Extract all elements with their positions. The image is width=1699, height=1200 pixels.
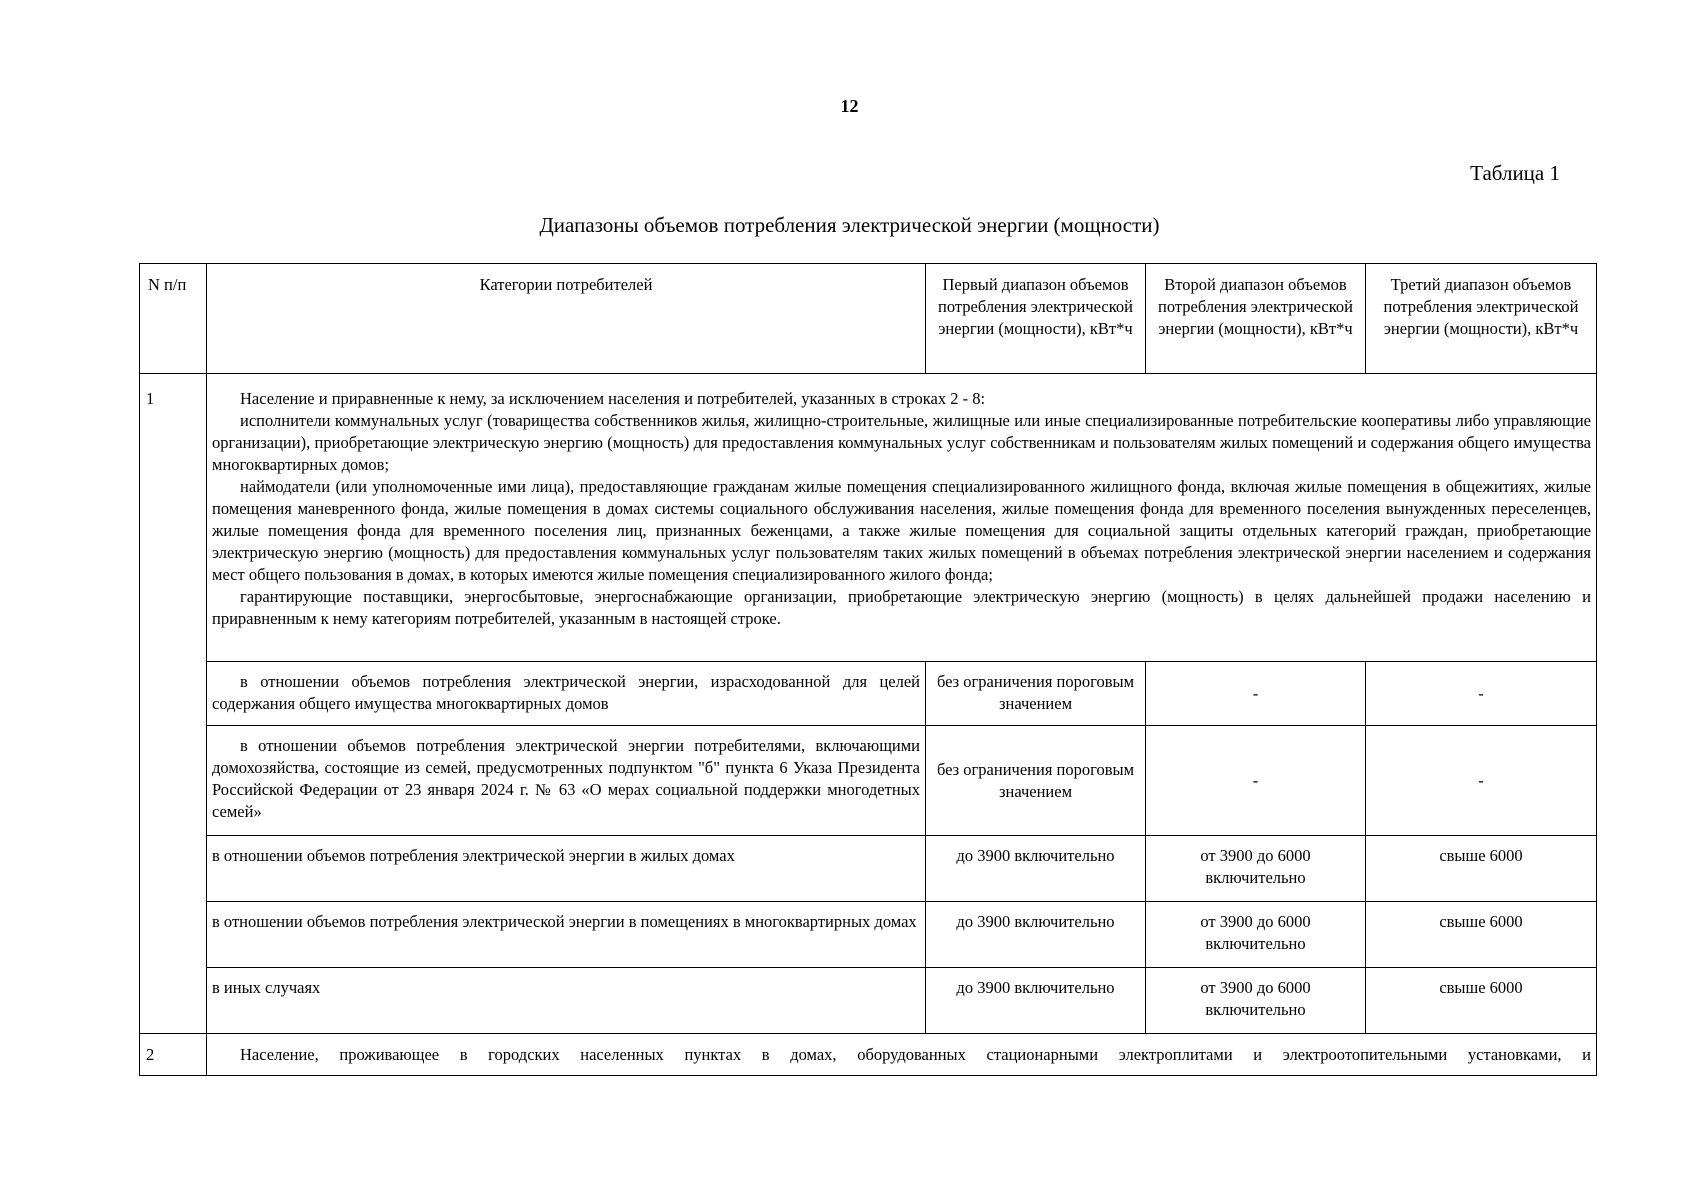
header-range-2: Второй диапазон объемов потребления электрической энергии (мощности), кВт*ч <box>1146 264 1366 374</box>
row-1-paragraph: исполнители коммунальных услуг (товарищества собственников жилья, жилищно-строительные, жилищные или иные специализированные потребительские кооперативы либо управляющие организации), приобретающие электрическую энергию (мощность) для предоставления коммунальных услуг собственникам и пользователям жилых помещений и содержания общего имущества многоквартирных домов; <box>212 411 1591 474</box>
row-1-paragraph: гарантирующие поставщики, энергосбытовые, энергоснабжающие организации, приобретающие электрическую энергию (мощность) в целях дальнейшей продажи населению и приравненным к нему категориям потребителей, указанным в настоящей строке. <box>212 587 1591 628</box>
subrow-label: в отношении объемов потребления электрической энергии в помещениях в многоквартирных домах <box>207 902 926 968</box>
subrow-label: в отношении объемов потребления электрической энергии в жилых домах <box>207 836 926 902</box>
table-row <box>140 836 1597 902</box>
table-row <box>140 726 1597 836</box>
subrow-range-3: свыше 6000 <box>1366 836 1597 902</box>
subrow-range-3: - <box>1366 726 1597 836</box>
subrow-range-1: без ограничения пороговым значением <box>926 662 1146 726</box>
row-2-category-text <box>207 1034 1597 1076</box>
row-1-number: 1 <box>140 374 207 1034</box>
row-2-text: Население, проживающее в городских населенных пунктах в домах, оборудованных стационарными электроплитами и электроотопительными установками, и <box>240 1045 1591 1064</box>
subrow-range-2: от 3900 до 6000 включительно <box>1146 968 1366 1034</box>
subrow-range-2: - <box>1146 662 1366 726</box>
table-title: Диапазоны объемов потребления электрической энергии (мощности) <box>539 213 1160 237</box>
table-row-1-category <box>140 374 1597 662</box>
row-1-paragraph: наймодатели (или уполномоченные ими лица), предоставляющие гражданам жилые помещения специализированного жилищного фонда, включая жилые помещения в общежитиях, жилые помещения маневренного фонда, жилые помещения в домах системы социального обслуживания населения, жилые помещения фонда для временного поселения вынужденных переселенцев, жилые помещения фонда для временного поселения лиц, признанных беженцами, а также жилые помещения для социальной защиты отдельных категорий граждан, приобретающие электрическую энергию (мощность) для предоставления коммунальных услуг пользователям таких жилых помещений в объемах потребления электрической энергии населением и содержания мест общего пользования в домах, в которых имеются жилые помещения специализированного жилого фонда; <box>212 477 1591 584</box>
subrow-range-1: без ограничения пороговым значением <box>926 726 1146 836</box>
table-header-row <box>140 264 1597 374</box>
row-2-number: 2 <box>140 1034 207 1076</box>
row-1-category-text <box>207 374 1597 662</box>
subrow-label: в отношении объемов потребления электрической энергии потребителями, включающими домохозяйства, состоящие из семей, предусмотренных подпунктом "б" пункта 6 Указа Президента Российской Федерации от 23 января 2024 г. № 63 «О мерах социальной поддержки многодетных семей» <box>207 726 926 836</box>
header-range-1: Первый диапазон объемов потребления электрической энергии (мощности), кВт*ч <box>926 264 1146 374</box>
subrow-range-3: свыше 6000 <box>1366 902 1597 968</box>
table-row <box>140 968 1597 1034</box>
subrow-label: в иных случаях <box>207 968 926 1034</box>
subrow-range-1: до 3900 включительно <box>926 902 1146 968</box>
table-row <box>140 902 1597 968</box>
table-row <box>140 662 1597 726</box>
subrow-range-2: - <box>1146 726 1366 836</box>
subrow-range-1: до 3900 включительно <box>926 968 1146 1034</box>
subrow-label: в отношении объемов потребления электрической энергии, израсходованной для целей содержания общего имущества многоквартирных домов <box>207 662 926 726</box>
header-category: Категории потребителей <box>207 264 926 374</box>
header-num: N п/п <box>140 264 207 374</box>
row-1-paragraph: Население и приравненные к нему, за исключением населения и потребителей, указанных в строках 2 - 8: <box>240 389 986 408</box>
header-range-3: Третий диапазон объемов потребления электрической энергии (мощности), кВт*ч <box>1366 264 1597 374</box>
table-row-2 <box>140 1034 1597 1076</box>
subrow-range-2: от 3900 до 6000 включительно <box>1146 836 1366 902</box>
subrow-range-2: от 3900 до 6000 включительно <box>1146 902 1366 968</box>
consumption-ranges-table <box>139 263 1597 1076</box>
subrow-range-3: - <box>1366 662 1597 726</box>
page-number: 12 <box>840 96 859 116</box>
table-label: Таблица 1 <box>1470 161 1560 185</box>
subrow-range-1: до 3900 включительно <box>926 836 1146 902</box>
subrow-range-3: свыше 6000 <box>1366 968 1597 1034</box>
